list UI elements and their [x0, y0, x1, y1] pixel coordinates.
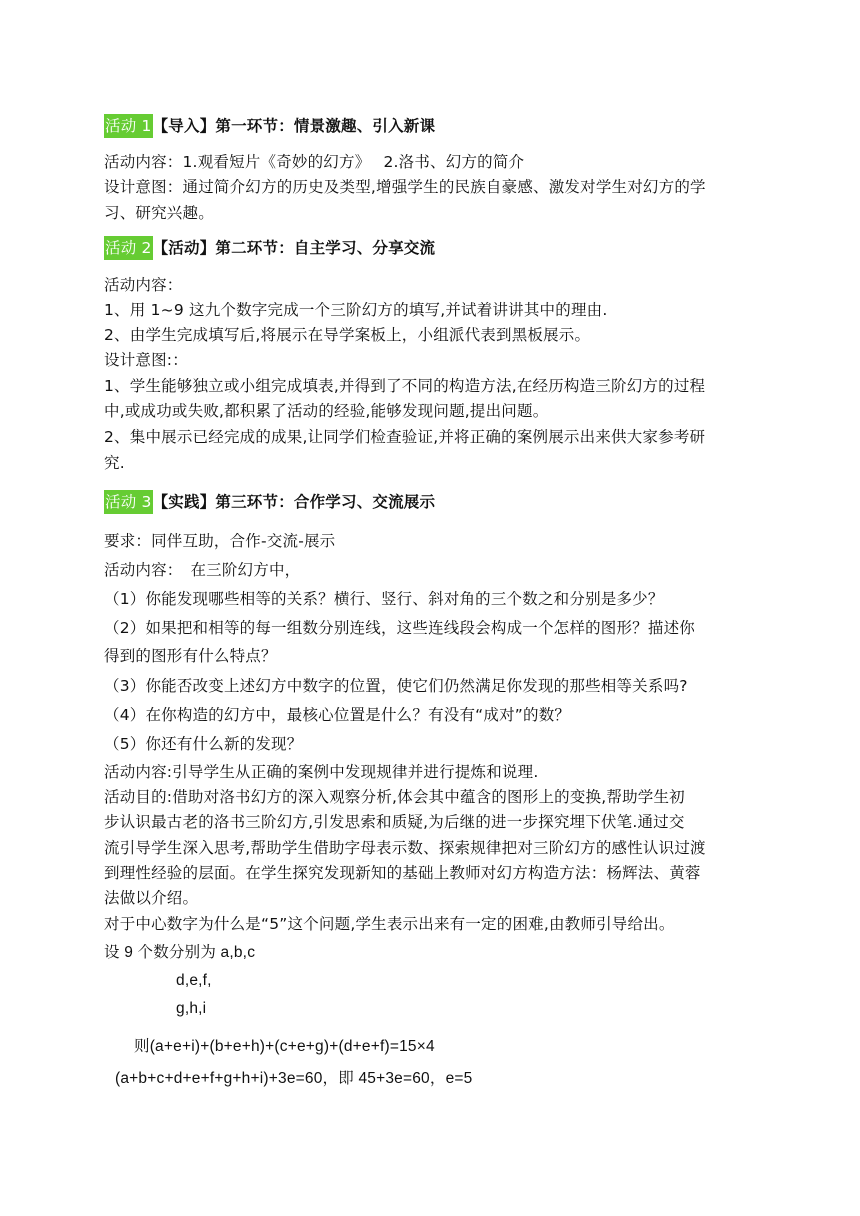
section2-design2-line1: 2、集中展示已经完成的成果,让同学们检查验证,并将正确的案例展示出来供大家参考研	[104, 428, 706, 446]
section2-design-label: 设计意图:：	[104, 351, 188, 369]
section2-design1-line1: 1、学生能够独立或小组完成填表,并得到了不同的构造方法,在经历构造三阶幻方的过程	[104, 377, 706, 395]
section2-tag: 活动 2	[104, 236, 153, 260]
section3-formula1: 则(a+e+i)+(b+e+h)+(c+e+g)+(d+e+f)=15×4	[134, 1038, 435, 1055]
section3-question-2-line1: （2）如果把和相等的每一组数分别连线，这些连线段会构成一个怎样的图形？描述你	[104, 619, 695, 637]
section3-content2: 活动内容:引导学生从正确的案例中发现规律并进行提炼和说理.	[104, 763, 539, 781]
section1-heading	[104, 114, 435, 138]
section3-title: 【实践】第三环节：合作学习、交流展示	[152, 493, 436, 511]
section2-content-label: 活动内容：	[104, 276, 183, 294]
section2-title: 【活动】第二环节：自主学习、分享交流	[152, 239, 436, 257]
section2-heading	[104, 236, 435, 260]
section3-heading	[104, 490, 435, 514]
section3-formula2: (a+b+c+d+e+f+g+h+i)+3e=60，即 45+3e=60，e=5	[115, 1070, 473, 1087]
section2-item2: 2、由学生完成填写后,将展示在导学案板上，小组派代表到黑板展示。	[104, 326, 591, 344]
section2-design2-line2: 究.	[104, 454, 125, 472]
section1-design-line2: 习、研究兴趣。	[104, 204, 214, 222]
section3-center-question: 对于中心数字为什么是“5”这个问题,学生表示出来有一定的困难,由教师引导给出。	[104, 915, 675, 933]
section1-content: 活动内容：1.观看短片《奇妙的幻方》 2.洛书、幻方的简介	[104, 153, 525, 171]
section3-purpose-line2: 步认识最古老的洛书三阶幻方,引发思索和质疑,为后继的进一步探究埋下伏笔.通过交	[104, 813, 685, 831]
section3-question-2-line2: 得到的图形有什么特点？	[104, 647, 277, 665]
section3-row3: g,h,i	[176, 1000, 207, 1017]
section3-assume: 设 9 个数分别为 a,b,c	[104, 944, 256, 961]
section3-requirement: 要求：同伴互助，合作-交流-展示	[104, 532, 336, 550]
section3-purpose-line4: 到理性经验的层面。在学生探究发现新知的基础上教师对幻方构造方法：杨辉法、黄蓉	[104, 864, 701, 882]
section3-question-5: （5）你还有什么新的发现？	[104, 735, 303, 753]
section1-title: 【导入】第一环节：情景激趣、引入新课	[152, 117, 436, 135]
section3-purpose-line1: 活动目的:借助对洛书幻方的深入观察分析,体会其中蕴含的图形上的变换,帮助学生初	[104, 788, 685, 806]
section1-tag: 活动 1	[104, 114, 153, 138]
section3-tag: 活动 3	[104, 490, 153, 514]
section3-content-intro: 活动内容： 在三阶幻方中，	[104, 561, 301, 579]
section3-question-1: （1）你能发现哪些相等的关系？横行、竖行、斜对角的三个数之和分别是多少？	[104, 590, 664, 608]
section2-item1: 1、用 1~9 这九个数字完成一个三阶幻方的填写,并试着讲讲其中的理由.	[104, 301, 608, 319]
section1-design-line1: 设计意图：通过简介幻方的历史及类型,增强学生的民族自豪感、激发对学生对幻方的学	[104, 178, 706, 196]
section3-question-3: （3）你能否改变上述幻方中数字的位置，使它们仍然满足你发现的那些相等关系吗?	[104, 677, 688, 695]
section3-purpose-line5: 法做以介绍。	[104, 889, 199, 907]
section3-purpose-line3: 流引导学生深入思考,帮助学生借助字母表示数、探索规律把对三阶幻方的感性认识过渡	[104, 839, 706, 857]
section2-design1-line2: 中,或成功或失败,都积累了活动的经验,能够发现问题,提出问题。	[104, 402, 549, 420]
section3-question-4: （4）在你构造的幻方中，最核心位置是什么？有没有“成对”的数？	[104, 706, 571, 724]
section3-row2: d,e,f,	[176, 972, 212, 989]
